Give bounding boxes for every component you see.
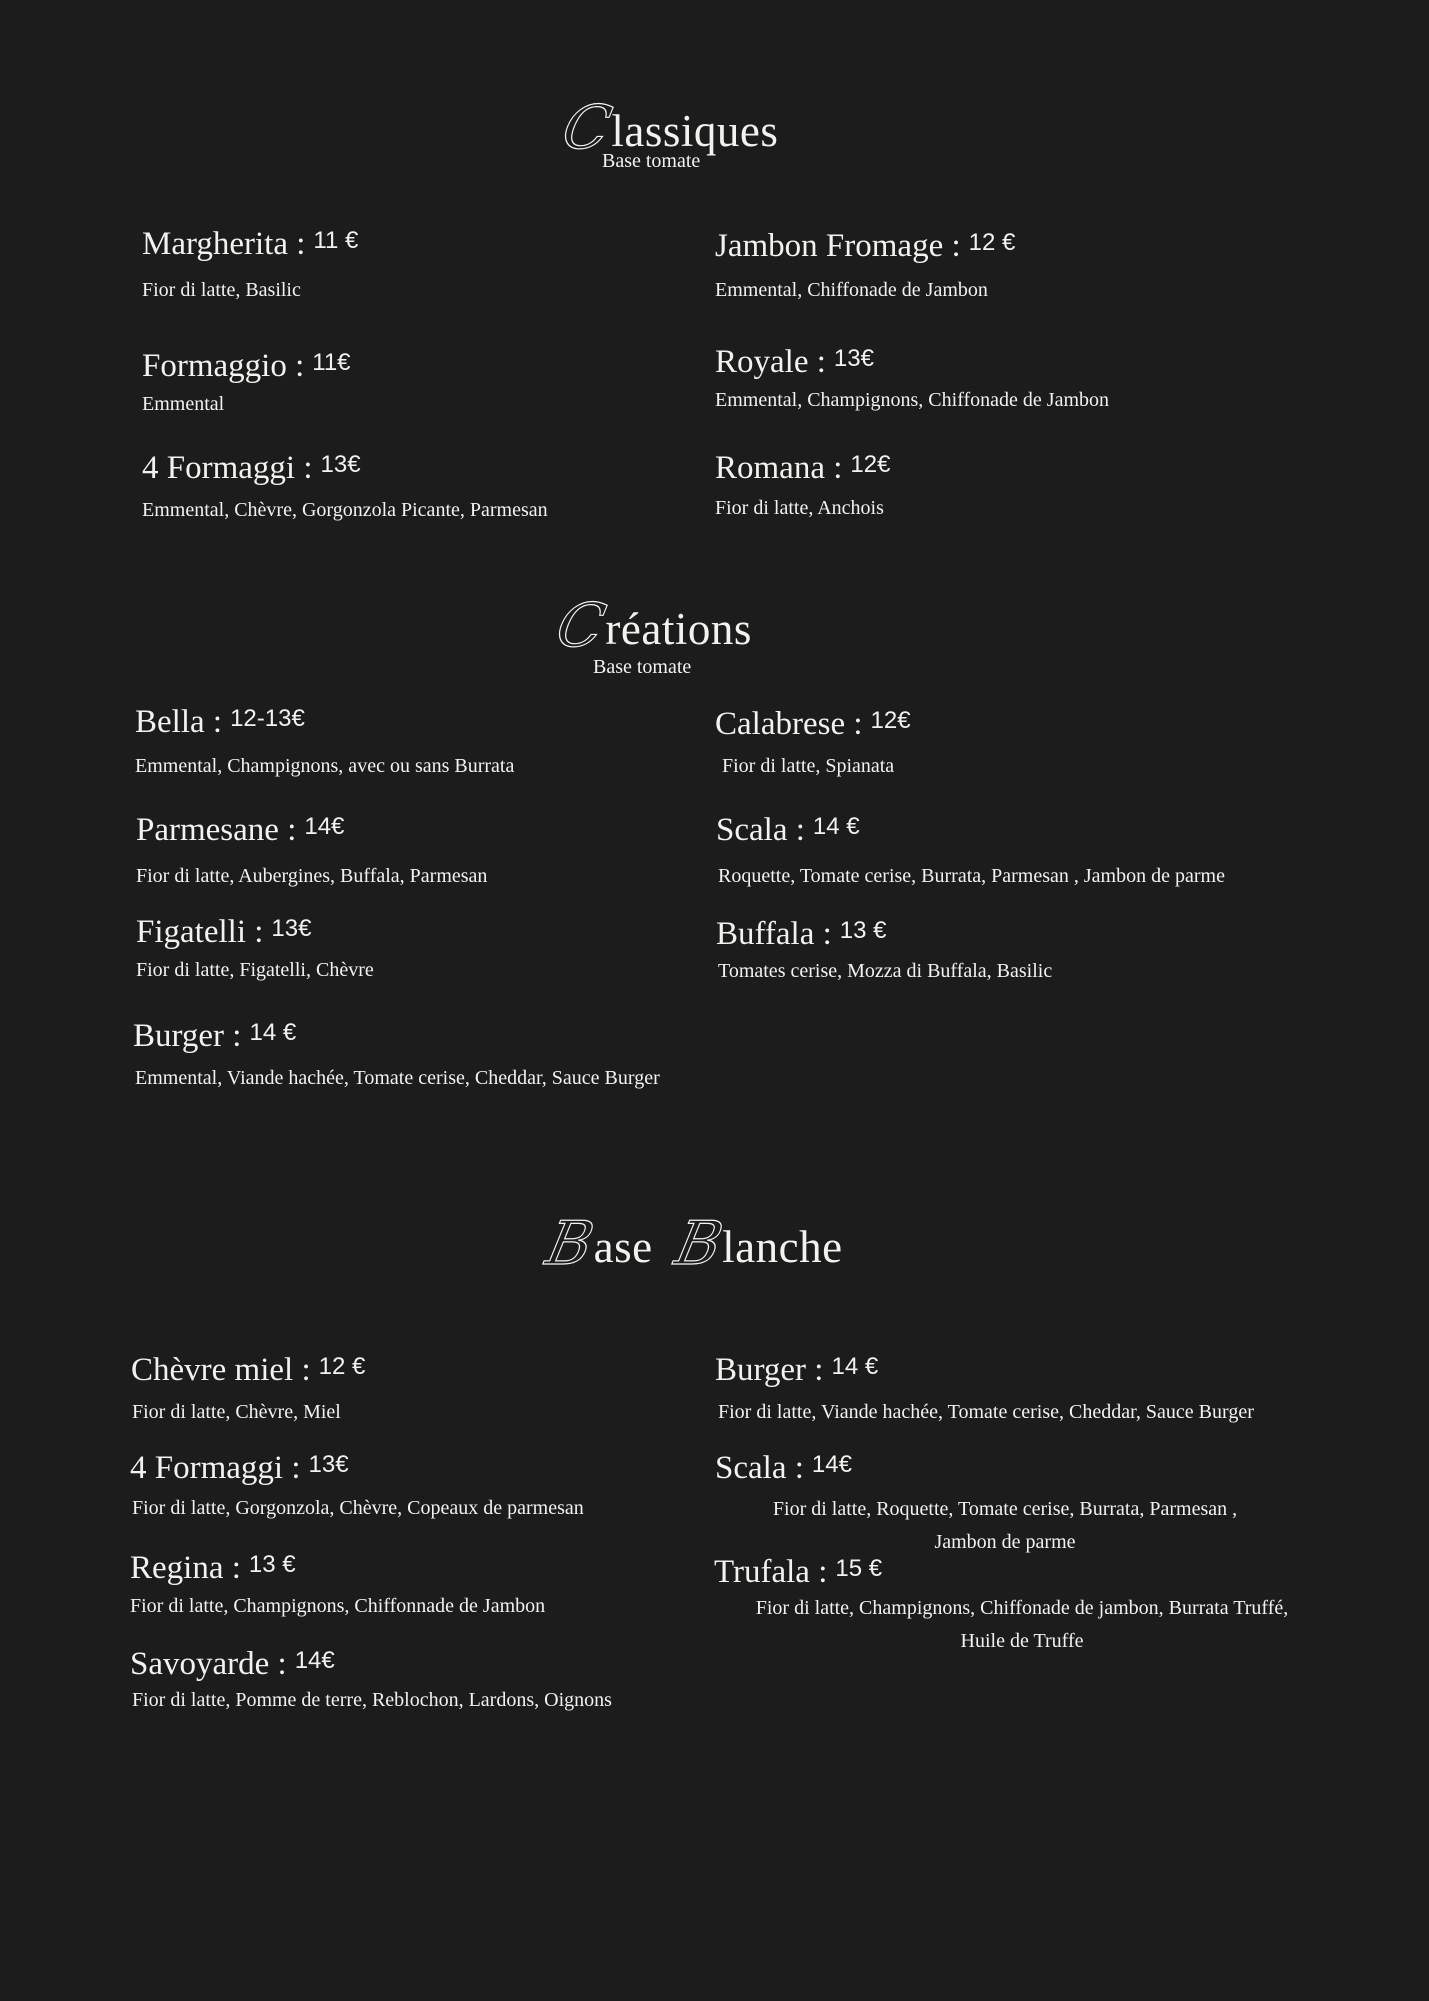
item-price: 12-13€	[230, 705, 305, 732]
item-description: Fior di latte, Basilic	[142, 279, 301, 301]
menu-item-margherita	[142, 228, 358, 261]
item-description: Emmental, Viande hachée, Tomate cerise, Cheddar, Sauce Burger	[135, 1067, 660, 1089]
item-description: Fior di latte, Champignons, Chiffonnade de Jambon	[130, 1595, 546, 1617]
section-title-classiques: Classiques	[556, 93, 779, 163]
section-title-creations: Créations	[550, 591, 752, 661]
item-description: Fior di latte, Figatelli, Chèvre	[136, 959, 374, 981]
menu-item-romana	[715, 452, 890, 485]
item-name: Scala :	[716, 812, 805, 848]
item-description: Fior di latte, Pomme de terre, Reblochon, Lardons, Oignons	[132, 1689, 612, 1711]
item-price: 14€	[811, 1451, 852, 1478]
item-name: Royale :	[715, 344, 826, 380]
item-price: 14€	[304, 813, 345, 840]
item-description: Fior di latte, Spianata	[722, 755, 895, 777]
item-description: Emmental	[142, 393, 225, 415]
item-description: Fior di latte, Anchois	[715, 497, 884, 519]
item-name: Buffala :	[716, 916, 832, 952]
item-name: Calabrese :	[715, 706, 863, 742]
item-price: 14€	[294, 1647, 335, 1674]
item-price: 13 €	[248, 1551, 296, 1578]
item-description: Fior di latte, Aubergines, Buffala, Parmesan	[136, 865, 488, 887]
menu-item-4-formaggi	[142, 452, 361, 485]
decorative-initial: B	[669, 1209, 729, 1279]
decorative-initial: B	[540, 1209, 601, 1279]
item-description: Fior di latte, Champignons, Chiffonade de jambon, Burrata Truffé, Huile de Truffe	[755, 1597, 1289, 1652]
item-price: 12€	[870, 707, 911, 734]
item-name: Bella :	[135, 704, 223, 740]
menu-item-bella	[135, 706, 305, 739]
item-name: Parmesane :	[136, 812, 297, 848]
item-description: Fior di latte, Viande hachée, Tomate cerise, Cheddar, Sauce Burger	[718, 1401, 1254, 1423]
item-description: Fior di latte, Gorgonzola, Chèvre, Copeaux de parmesan	[132, 1497, 584, 1519]
item-description: Emmental, Champignons, Chiffonade de Jambon	[715, 389, 1110, 411]
item-description: Tomates cerise, Mozza di Buffala, Basilic	[718, 960, 1053, 982]
item-description: Emmental, Champignons, avec ou sans Burrata	[135, 755, 515, 777]
item-description: Fior di latte, Chèvre, Miel	[132, 1401, 341, 1423]
item-price: 15 €	[835, 1555, 883, 1582]
menu-item-buffala	[716, 918, 887, 951]
item-name: Burger :	[715, 1352, 824, 1388]
item-price: 12€	[850, 451, 891, 478]
item-price: 14 €	[831, 1353, 879, 1380]
menu-item-chevre-miel	[131, 1354, 365, 1387]
item-description: Emmental, Chèvre, Gorgonzola Picante, Parmesan	[142, 499, 548, 521]
item-name: Chèvre miel :	[131, 1352, 311, 1388]
item-description: Roquette, Tomate cerise, Burrata, Parmesan , Jambon de parme	[718, 865, 1225, 887]
item-description: Fior di latte, Roquette, Tomate cerise, Burrata, Parmesan , Jambon de parme	[772, 1498, 1238, 1553]
menu-item-regina	[130, 1552, 296, 1585]
item-name: Romana :	[715, 450, 843, 486]
menu-item-savoyarde	[130, 1648, 335, 1681]
menu-item-burger-creations	[133, 1020, 296, 1053]
item-price: 12 €	[968, 229, 1016, 256]
menu-item-royale	[715, 346, 874, 379]
menu-item-figatelli	[136, 916, 311, 949]
item-name: Regina :	[130, 1550, 241, 1586]
item-name: Margherita :	[142, 226, 306, 262]
menu-item-burger-blanche	[715, 1354, 878, 1387]
menu-item-4-formaggi-blanche	[130, 1452, 349, 1485]
item-price: 14 €	[249, 1019, 297, 1046]
menu-item-formaggio	[142, 350, 351, 383]
item-price: 13€	[271, 915, 312, 942]
item-price: 11€	[312, 349, 351, 376]
menu-item-scala-blanche	[715, 1452, 852, 1485]
item-price: 12 €	[318, 1353, 366, 1380]
item-price: 13 €	[839, 917, 887, 944]
item-name: Savoyarde :	[130, 1646, 287, 1682]
item-name: 4 Formaggi :	[130, 1450, 301, 1486]
menu-item-calabrese	[715, 708, 911, 741]
menu-item-parmesane	[136, 814, 344, 847]
item-name: Burger :	[133, 1018, 242, 1054]
item-name: 4 Formaggi :	[142, 450, 313, 486]
item-price: 13€	[833, 345, 874, 372]
item-price: 13€	[308, 1451, 349, 1478]
item-name: Jambon Fromage :	[715, 228, 961, 264]
menu-item-scala-creations	[716, 814, 860, 847]
item-price: 14 €	[812, 813, 860, 840]
item-price: 11 €	[313, 227, 359, 254]
item-description: Emmental, Chiffonade de Jambon	[715, 279, 988, 301]
section-title-base-blanche: Base Blanche	[540, 1209, 843, 1279]
menu-item-trufala	[714, 1556, 882, 1589]
item-name: Trufala :	[714, 1554, 828, 1590]
item-name: Scala :	[715, 1450, 804, 1486]
decorative-initial: C	[550, 591, 612, 661]
menu-item-jambon-fromage	[715, 230, 1015, 263]
item-name: Figatelli :	[136, 914, 264, 950]
item-price: 13€	[320, 451, 361, 478]
item-name: Formaggio :	[142, 348, 305, 384]
section-subtitle-classiques: Base tomate	[602, 150, 701, 172]
decorative-initial: C	[556, 93, 618, 163]
section-subtitle-creations: Base tomate	[593, 656, 692, 678]
